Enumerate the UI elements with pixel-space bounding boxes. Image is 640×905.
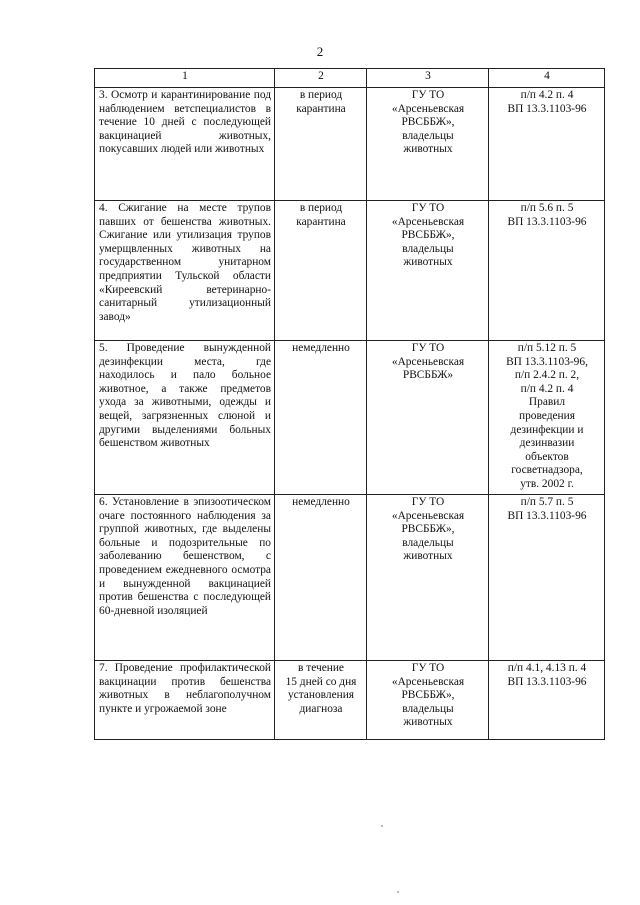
deadline-line: карантина — [296, 215, 346, 228]
column-header-3: 3 — [367, 69, 489, 88]
deadline-line: диагноза — [299, 702, 343, 715]
deadline-line: карантина — [296, 102, 346, 115]
basis-line: п/п 2.4.2 п. 2, — [514, 369, 580, 382]
executor-line: ГУ ТО — [411, 202, 445, 214]
executor-line: «Арсеньевская — [391, 102, 465, 115]
executor-line: владельцы — [402, 702, 454, 715]
column-header-2: 2 — [275, 69, 367, 88]
basis-line: ВП 13.3.1103-96 — [507, 215, 587, 228]
deadline-line: в период — [299, 202, 343, 214]
basis-line: дезинвазии — [519, 437, 575, 450]
deadline-line: 15 дней со дня — [285, 675, 357, 688]
scan-speck — [381, 825, 383, 827]
column-header-4: 4 — [489, 69, 605, 88]
deadline-line: установления — [287, 689, 355, 702]
executor-line: владельцы — [402, 242, 454, 255]
measure-cell: 7. Проведение профилактической вакцинации против бешенства животных в неблагополучном пункте и угрожаемой зоне — [95, 661, 275, 740]
basis-line: дезинфекции и — [510, 423, 584, 436]
executor-line: ГУ ТО — [411, 496, 445, 508]
executor-line: РВСББЖ», — [401, 689, 455, 702]
measure-cell: 4. Сжигание на месте трупов павших от бешенства животных. Сжигание или утилизация трупов умерщвленных животных на государственном унитарном предприятии Тульской области «Киреевский ветеринарно-санитарный утилизационный завод» — [95, 201, 275, 341]
executor-line: РВСББЖ», — [401, 229, 455, 242]
basis-line: проведения — [519, 409, 575, 422]
basis-line: п/п 4.2 п. 4 — [520, 89, 574, 101]
executor-line: «Арсеньевская — [391, 355, 465, 368]
measure-cell: 5. Проведение вынужденной дезинфекции места, где находилось и пало больное животное, а также предметов ухода за животными, одежды и вещей, загрязненных слюной и другими выделениями больных бешенством животных — [95, 341, 275, 495]
executor-line: ГУ ТО — [411, 662, 445, 674]
basis-line: п/п 5.7 п. 5 — [520, 496, 574, 508]
basis-line: ВП 13.3.1103-96 — [507, 509, 587, 522]
executor-line: РВСББЖ», — [401, 523, 455, 536]
basis-line: госветнадзора, — [511, 464, 583, 477]
page-number: 2 — [316, 44, 324, 59]
executor-line: ГУ ТО — [411, 89, 445, 101]
deadline-line: немедленно — [292, 342, 350, 354]
deadline-line: в период — [299, 89, 343, 101]
basis-line: ВП 13.3.1103-96 — [507, 102, 587, 115]
column-header-1: 1 — [95, 69, 275, 88]
executor-line: «Арсеньевская — [391, 509, 465, 522]
deadline-line: немедленно — [292, 496, 350, 508]
deadline-line: в течение — [297, 662, 344, 674]
basis-line: ВП 13.3.1103-96, — [506, 355, 588, 368]
executor-line: животных — [403, 143, 453, 156]
executor-line: «Арсеньевская — [391, 215, 465, 228]
executor-line: животных — [403, 550, 453, 563]
basis-line: утв. 2002 г. — [520, 477, 574, 490]
measure-cell: 3. Осмотр и карантинирование под наблюдением ветспециалистов в течение 10 дней с последующей вакцинацией животных, покусавших людей или животных — [95, 88, 275, 201]
basis-line: п/п 4.1, 4.13 п. 4 — [507, 662, 587, 674]
executor-line: РВСББЖ», — [401, 116, 455, 129]
executor-line: животных — [403, 716, 453, 729]
basis-line: п/п 5.6 п. 5 — [520, 202, 574, 214]
executor-line: ГУ ТО — [411, 342, 445, 354]
executor-line: РВСББЖ» — [402, 369, 454, 382]
basis-line: объектов — [525, 450, 569, 463]
basis-line: п/п 5.12 п. 5 — [517, 342, 577, 354]
basis-line: Правил — [528, 396, 566, 409]
executor-line: владельцы — [402, 536, 454, 549]
scan-speck — [397, 891, 399, 893]
executor-line: «Арсеньевская — [391, 675, 465, 688]
executor-line: владельцы — [402, 129, 454, 142]
measure-cell: 6. Установление в эпизоотическом очаге постоянного наблюдения за группой животных, где выделены больные и подозрительные по заболеванию бешенством, с проведением ежедневного осмотра и вынужденной вакцинацией против бешенства с последующей 60-дневной изоляцией — [95, 495, 275, 661]
executor-line: животных — [403, 256, 453, 269]
basis-line: ВП 13.3.1103-96 — [507, 675, 587, 688]
basis-line: п/п 4.2 п. 4 — [520, 382, 574, 395]
